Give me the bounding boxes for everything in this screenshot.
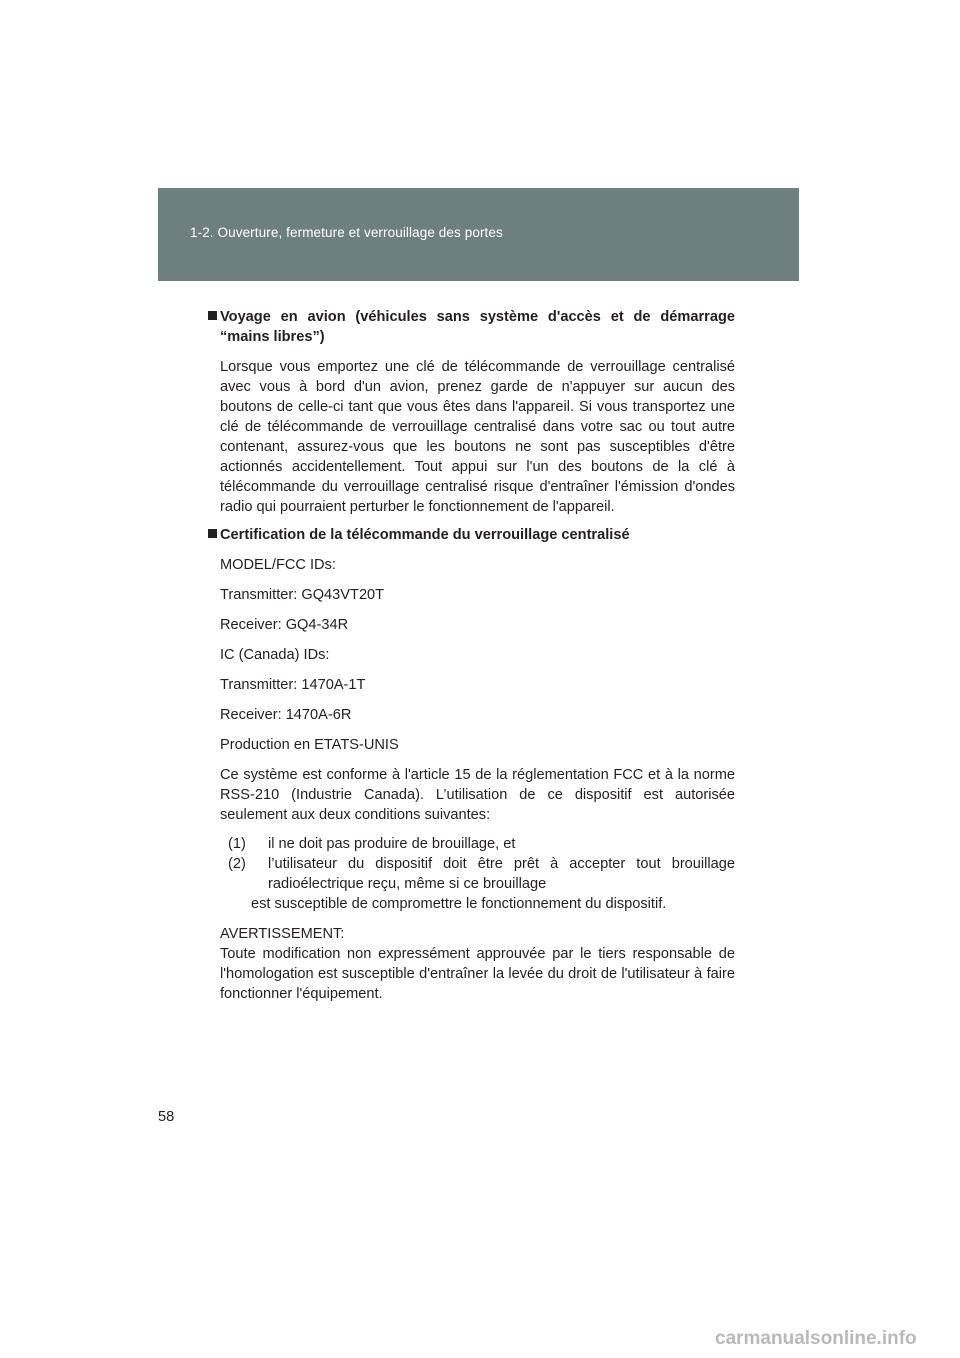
section-title-air-travel (208, 307, 735, 347)
cert-line: Transmitter: GQ43VT20T (220, 587, 385, 603)
warning-paragraph: Toute modification non expressément approuvée par le tiers responsable de l'homologation est susceptible d'entraîner la levée du droit de l'utilisateur à faire fonctionner l'équipement. (220, 946, 735, 1002)
square-bullet-icon (208, 529, 217, 538)
cert-line: Receiver: 1470A-6R (220, 707, 352, 723)
chapter-header (158, 188, 799, 281)
conformity-paragraph: Ce système est conforme à l'article 15 de la réglementation FCC et à la norme RSS-210 (Industrie Canada). L’utilisation de ce dispositif est autorisée seulement aux deux conditions suivantes: (220, 767, 735, 823)
list-item-text: il ne doit pas produire de brouillage, et (268, 836, 516, 852)
section-title-text: Voyage en avion (véhicules sans système d'accès et de démarrage “mains libres”) (220, 309, 735, 345)
list-item (208, 834, 735, 854)
conditions-list (208, 834, 735, 914)
cert-line: Transmitter: 1470A-1T (220, 677, 366, 693)
chapter-title: 1-2. Ouverture, fermeture et verrouillage des portes (190, 225, 503, 240)
page-content (208, 307, 735, 1013)
list-item-number: (2) (228, 856, 246, 872)
cert-line: Production en ETATS-UNIS (220, 737, 399, 753)
cert-line: MODEL/FCC IDs: (220, 557, 336, 573)
list-item-text: l’utilisateur du dispositif doit être prêt à accepter tout brouillage radioélectrique reçu, même si ce brouillage (268, 856, 735, 892)
section-title-text: Certification de la télécommande du verrouillage centralisé (220, 527, 630, 543)
list-item (208, 854, 735, 894)
page-number: 58 (158, 1109, 175, 1125)
list-item-number: (1) (228, 836, 246, 852)
cert-line: Receiver: GQ4-34R (220, 617, 349, 633)
air-travel-paragraph: Lorsque vous emportez une clé de télécommande de verrouillage centralisé avec vous à bord d'un avion, prenez garde de n'appuyer sur aucun des boutons de celle-ci tant que vous êtes dans l'appareil. Si vous transportez une clé de télécommande de verrouillage centralisé dans votre sac ou tout autre contenant, assurez-vous que les boutons ne sont pas susceptibles d'être actionnés accidentellement. Tout appui sur l'un des boutons de la clé à télécommande du verrouillage centralisé risque d'entraîner l'émission d'ondes radio qui pourraient perturber le fonctionnement de l'appareil. (220, 359, 735, 515)
cert-line: IC (Canada) IDs: (220, 647, 330, 663)
list-item-continuation: est susceptible de compromettre le fonctionnement du dispositif. (251, 896, 667, 912)
watermark: carmanualsonline.info (715, 1328, 917, 1349)
section-title-certification (208, 525, 735, 545)
square-bullet-icon (208, 311, 217, 320)
warning-label: AVERTISSEMENT: (220, 926, 345, 942)
